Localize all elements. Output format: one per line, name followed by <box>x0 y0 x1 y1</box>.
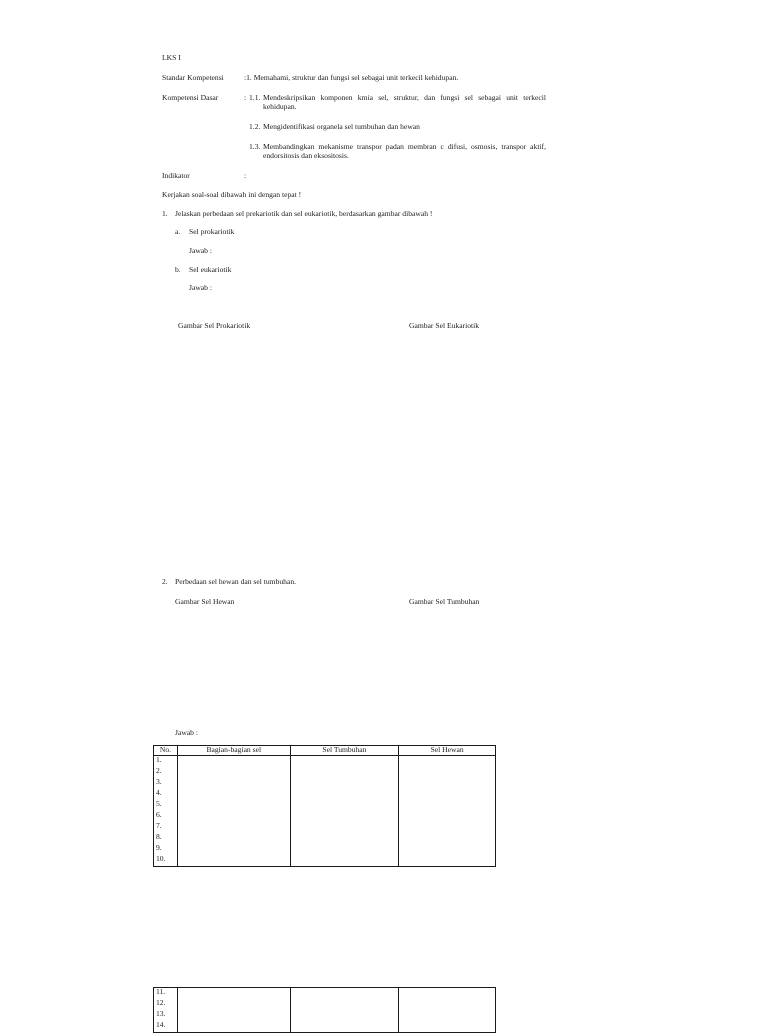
column-header-animal-cell: Sel Hewan <box>399 746 496 756</box>
row-number: 3. <box>156 777 162 786</box>
row-number: 13. <box>156 1009 166 1018</box>
row-number: 12. <box>156 998 166 1007</box>
standar-kompetensi-text: :1. Memahami, struktur dan fungsi sel sebagai unit terkecil kehidupan. <box>244 73 459 82</box>
instruction-text: Kerjakan soal-soal dibawah ini dengan tepat ! <box>162 190 302 199</box>
kd-item-text: Mengidentifikasi organela sel tumbuhan dan hewan <box>263 122 420 131</box>
table-header-row <box>154 746 496 756</box>
row-number: 1. <box>156 755 162 764</box>
table-body-row <box>154 756 496 867</box>
question-1a-text: Sel prokariotik <box>189 227 235 236</box>
question-1b-answer: Jawab : <box>189 283 212 292</box>
plant-cell-answer-cell[interactable] <box>290 756 399 867</box>
figure-caption-eukaryote: Gambar Sel Eukariotik <box>409 321 480 330</box>
row-numbers-cell <box>154 756 178 867</box>
question-1b-text: Sel eukariotik <box>189 265 232 274</box>
question-2-answer: Jawab : <box>175 728 198 737</box>
cell-part-answer-cell[interactable] <box>177 988 290 1033</box>
standar-kompetensi-label: Standar Kompetensi <box>162 73 224 82</box>
table-body-row <box>154 988 496 1033</box>
figure-caption-animal-cell: Gambar Sel Hewan <box>175 597 235 606</box>
kd-item-text: Membandingkan mekanisme transpor padan membran c difusi, osmosis, transpor aktif, endorsitosis dan eksositosis. <box>263 142 546 160</box>
column-header-cell-part: Bagian-bagian sel <box>177 746 290 756</box>
row-number: 4. <box>156 788 162 797</box>
question-1a-label: a. <box>175 227 181 236</box>
question-1-number: 1. <box>162 209 168 218</box>
question-2-text: Perbedaan sel hewan dan sel tumbuhan. <box>175 577 297 586</box>
comparison-table <box>153 745 496 867</box>
column-header-no: No. <box>154 746 178 756</box>
figure-caption-plant-cell: Gambar Sel Tumbuhan <box>409 597 480 606</box>
question-1a-answer: Jawab : <box>189 246 212 255</box>
kompetensi-dasar-colon: : <box>244 93 247 102</box>
row-number: 9. <box>156 843 162 852</box>
kd-item-text: Mendeskripsikan komponen kmia sel, struktur, dan fungsi sel sebagai unit terkecil kehidupan. <box>263 93 546 111</box>
row-number: 7. <box>156 821 162 830</box>
row-number: 10. <box>156 854 166 863</box>
row-number: 11. <box>156 987 166 996</box>
row-number: 8. <box>156 832 162 841</box>
indikator-colon: : <box>244 171 247 180</box>
worksheet-title: LKS I <box>162 53 181 62</box>
figure-caption-prokaryote: Gambar Sel Prokariotik <box>178 321 251 330</box>
row-number: 2. <box>156 766 162 775</box>
animal-cell-answer-cell[interactable] <box>399 756 496 867</box>
row-number: 5. <box>156 799 162 808</box>
cell-part-answer-cell[interactable] <box>177 756 290 867</box>
question-1b-label: b. <box>175 265 181 274</box>
comparison-table-continued <box>153 987 496 1033</box>
kd-item-number: 1.2. <box>249 122 261 131</box>
kd-item-number: 1.1. <box>249 93 261 102</box>
kompetensi-dasar-label: Kompetensi Dasar <box>162 93 219 102</box>
animal-cell-answer-cell[interactable] <box>399 988 496 1033</box>
question-1-text: Jelaskan perbedaan sel prekariotik dan sel eukariotik, berdasarkan gambar dibawah ! <box>175 209 433 218</box>
row-number: 14. <box>156 1020 166 1029</box>
row-numbers-cell <box>154 988 178 1033</box>
indikator-label: Indikator <box>162 171 190 180</box>
row-number: 6. <box>156 810 162 819</box>
column-header-plant-cell: Sel Tumbuhan <box>290 746 399 756</box>
kd-item-number: 1.3. <box>249 142 261 151</box>
plant-cell-answer-cell[interactable] <box>290 988 399 1033</box>
question-2-number: 2. <box>162 577 168 586</box>
